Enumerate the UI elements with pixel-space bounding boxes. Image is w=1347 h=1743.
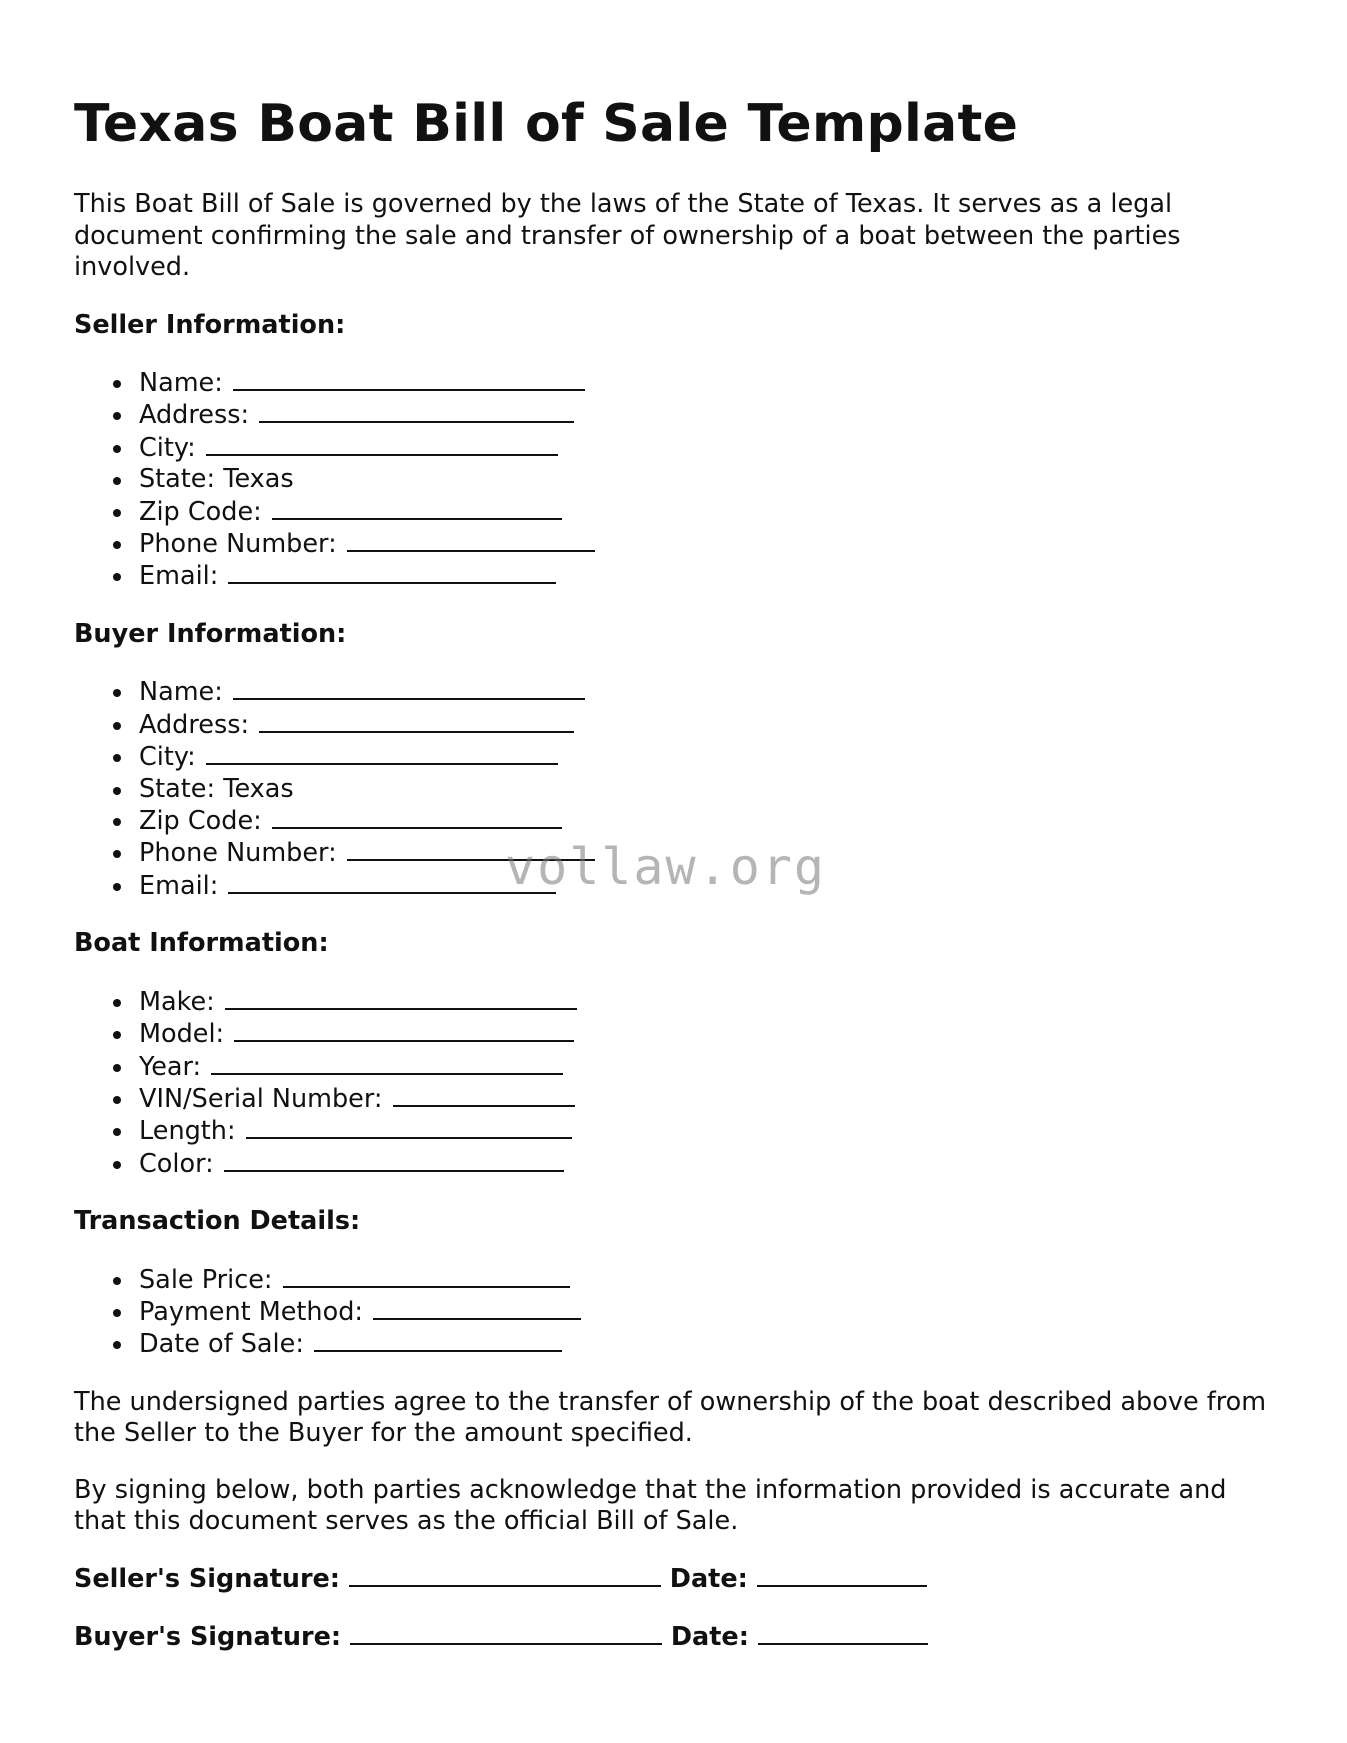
boat-year-blank[interactable] [211,1051,563,1075]
buyer-heading: Buyer Information: [74,618,347,649]
buyer-list [74,676,1274,902]
seller-date-blank[interactable] [757,1563,927,1587]
sale-price-blank[interactable] [283,1264,570,1288]
intro-paragraph: This Boat Bill of Sale is governed by the laws of the State of Texas. It serves as a legal document confirming the sale and transfer of ownership of a boat between the parties involved. [74,189,1181,282]
boat-length-item: Length: [139,1115,1274,1147]
seller-zip-blank[interactable] [272,496,562,520]
seller-phone-item: Phone Number: [139,528,1274,560]
payment-method-item: Payment Method: [139,1296,1274,1328]
seller-list [74,367,1274,593]
boat-length-blank[interactable] [246,1115,572,1139]
seller-email-item: Email: [139,560,1274,592]
agreement-paragraph: The undersigned parties agree to the transfer of ownership of the boat described above from the Seller to the Buyer for the amount specified. [74,1386,1267,1449]
date-of-sale-item: Date of Sale: [139,1328,1274,1360]
date-of-sale-blank[interactable] [314,1328,562,1352]
buyer-state-item: State: Texas [139,774,1274,805]
acknowledgement-paragraph: By signing below, both parties acknowledge that the information provided is accurate and that this document serves as the official Bill of Sale. [74,1474,1227,1537]
seller-name-item: Name: [139,367,1274,399]
boat-model-item: Model: [139,1018,1274,1050]
seller-signature-blank[interactable] [349,1563,661,1587]
buyer-email-blank[interactable] [228,870,556,894]
boat-color-blank[interactable] [224,1148,564,1172]
seller-phone-blank[interactable] [347,528,595,552]
seller-email-blank[interactable] [228,560,556,584]
buyer-name-item: Name: [139,676,1274,708]
buyer-date-blank[interactable] [758,1621,928,1645]
boat-vin-blank[interactable] [393,1083,575,1107]
seller-state-item: State: Texas [139,464,1274,495]
boat-make-item: Make: [139,986,1274,1018]
seller-city-blank[interactable] [206,432,558,456]
transaction-list [74,1264,1274,1361]
boat-year-item: Year: [139,1051,1274,1083]
seller-signature-row [74,1563,1274,1596]
buyer-zip-blank[interactable] [272,805,562,829]
transaction-heading: Transaction Details: [74,1206,361,1237]
buyer-email-item: Email: [139,870,1274,902]
boat-vin-item: VIN/Serial Number: [139,1083,1274,1115]
payment-method-blank[interactable] [373,1296,581,1320]
buyer-city-blank[interactable] [206,741,558,765]
seller-name-blank[interactable] [233,367,585,391]
seller-date-label: Date: [669,1563,748,1594]
boat-list [74,986,1274,1180]
seller-zip-item: Zip Code: [139,496,1274,528]
buyer-city-item: City: [139,741,1274,773]
boat-heading: Boat Information: [74,928,329,959]
buyer-name-blank[interactable] [233,676,585,700]
buyer-phone-item: Phone Number: [139,837,1274,869]
boat-color-item: Color: [139,1148,1274,1180]
buyer-phone-blank[interactable] [347,837,595,861]
seller-heading: Seller Information: [74,309,346,340]
buyer-zip-item: Zip Code: [139,805,1274,837]
page-title: Texas Boat Bill of Sale Template [74,94,1019,154]
boat-model-blank[interactable] [234,1018,574,1042]
buyer-signature-label: Buyer's Signature: [74,1622,342,1653]
buyer-signature-blank[interactable] [350,1621,662,1645]
seller-signature-label: Seller's Signature: [74,1563,341,1594]
buyer-address-item: Address: [139,709,1274,741]
seller-city-item: City: [139,432,1274,464]
buyer-address-blank[interactable] [259,709,574,733]
buyer-date-label: Date: [670,1622,749,1653]
watermark: vollaw.org [505,838,827,896]
sale-price-item: Sale Price: [139,1264,1274,1296]
seller-address-item: Address: [139,399,1274,431]
buyer-signature-row [74,1621,1274,1654]
document-page [74,92,1274,1680]
boat-make-blank[interactable] [225,986,577,1010]
seller-address-blank[interactable] [259,399,574,423]
